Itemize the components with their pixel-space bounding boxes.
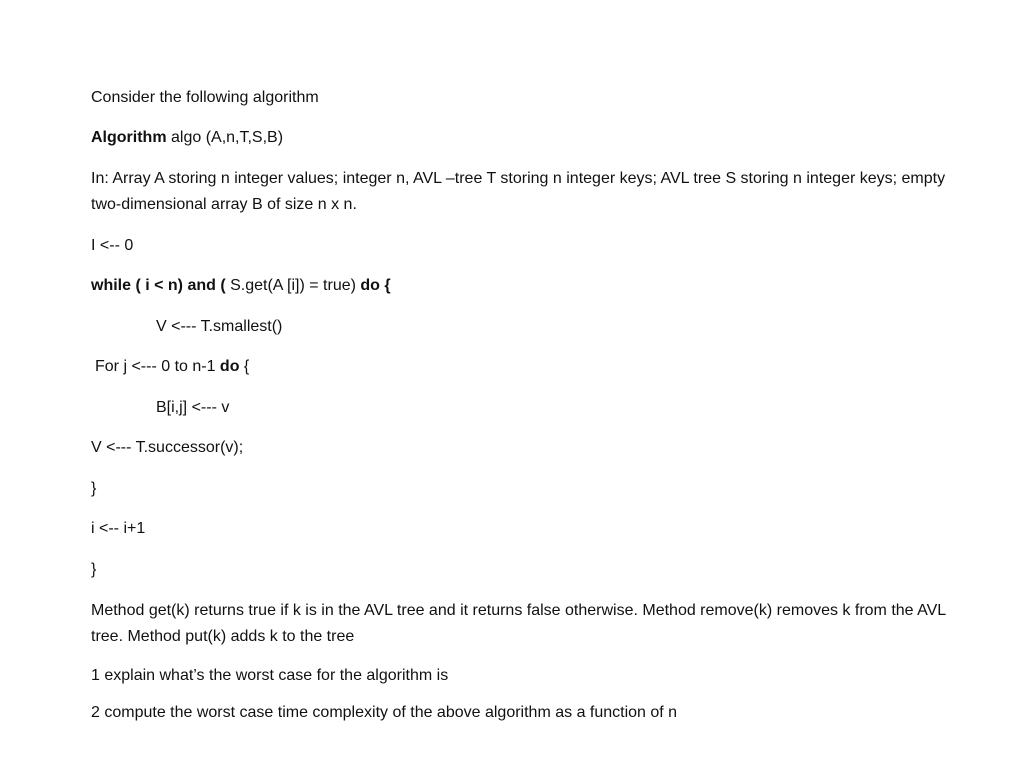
close-brace-inner: }: [91, 480, 97, 497]
close-brace-outer: }: [91, 561, 97, 578]
increment-line: i <-- i+1: [91, 520, 146, 537]
for-text: For j <--- 0 to n-1: [95, 358, 220, 375]
intro-text: Consider the following algorithm: [91, 89, 319, 106]
while-line: [91, 276, 391, 296]
v-successor-line: V <--- T.successor(v);: [91, 439, 244, 456]
input-description: In: Array A storing n integer values; integer n, AVL –tree T storing n integer keys; AVL tree S storing n integer keys; empty two-dimensional array B of size n x n.: [91, 170, 946, 213]
while-condition: S.get(A [i]) = true): [225, 277, 361, 294]
question-2: 2 compute the worst case time complexity of the above algorithm as a function of n: [91, 704, 678, 721]
init-line: I <-- 0: [91, 237, 134, 254]
algorithm-signature: algo (A,n,T,S,B): [166, 129, 284, 146]
for-do-keyword: do: [219, 358, 240, 375]
while-do-keyword: do {: [360, 277, 391, 294]
algorithm-header: [91, 128, 283, 148]
algorithm-keyword: Algorithm: [91, 129, 167, 146]
while-keyword: while ( i < n) and (: [91, 277, 226, 294]
methods-note: Method get(k) returns true if k is in the AVL tree and it returns false otherwise. Method remove(k) removes k from the AVL tree. Method put(k) adds k to the tree: [91, 602, 946, 645]
b-assign-line: B[i,j] <--- v: [156, 399, 230, 416]
for-brace: {: [239, 358, 250, 375]
v-smallest-line: V <--- T.smallest(): [156, 318, 283, 335]
question-1: 1 explain what’s the worst case for the algorithm is: [91, 667, 449, 684]
for-line: [95, 357, 249, 377]
